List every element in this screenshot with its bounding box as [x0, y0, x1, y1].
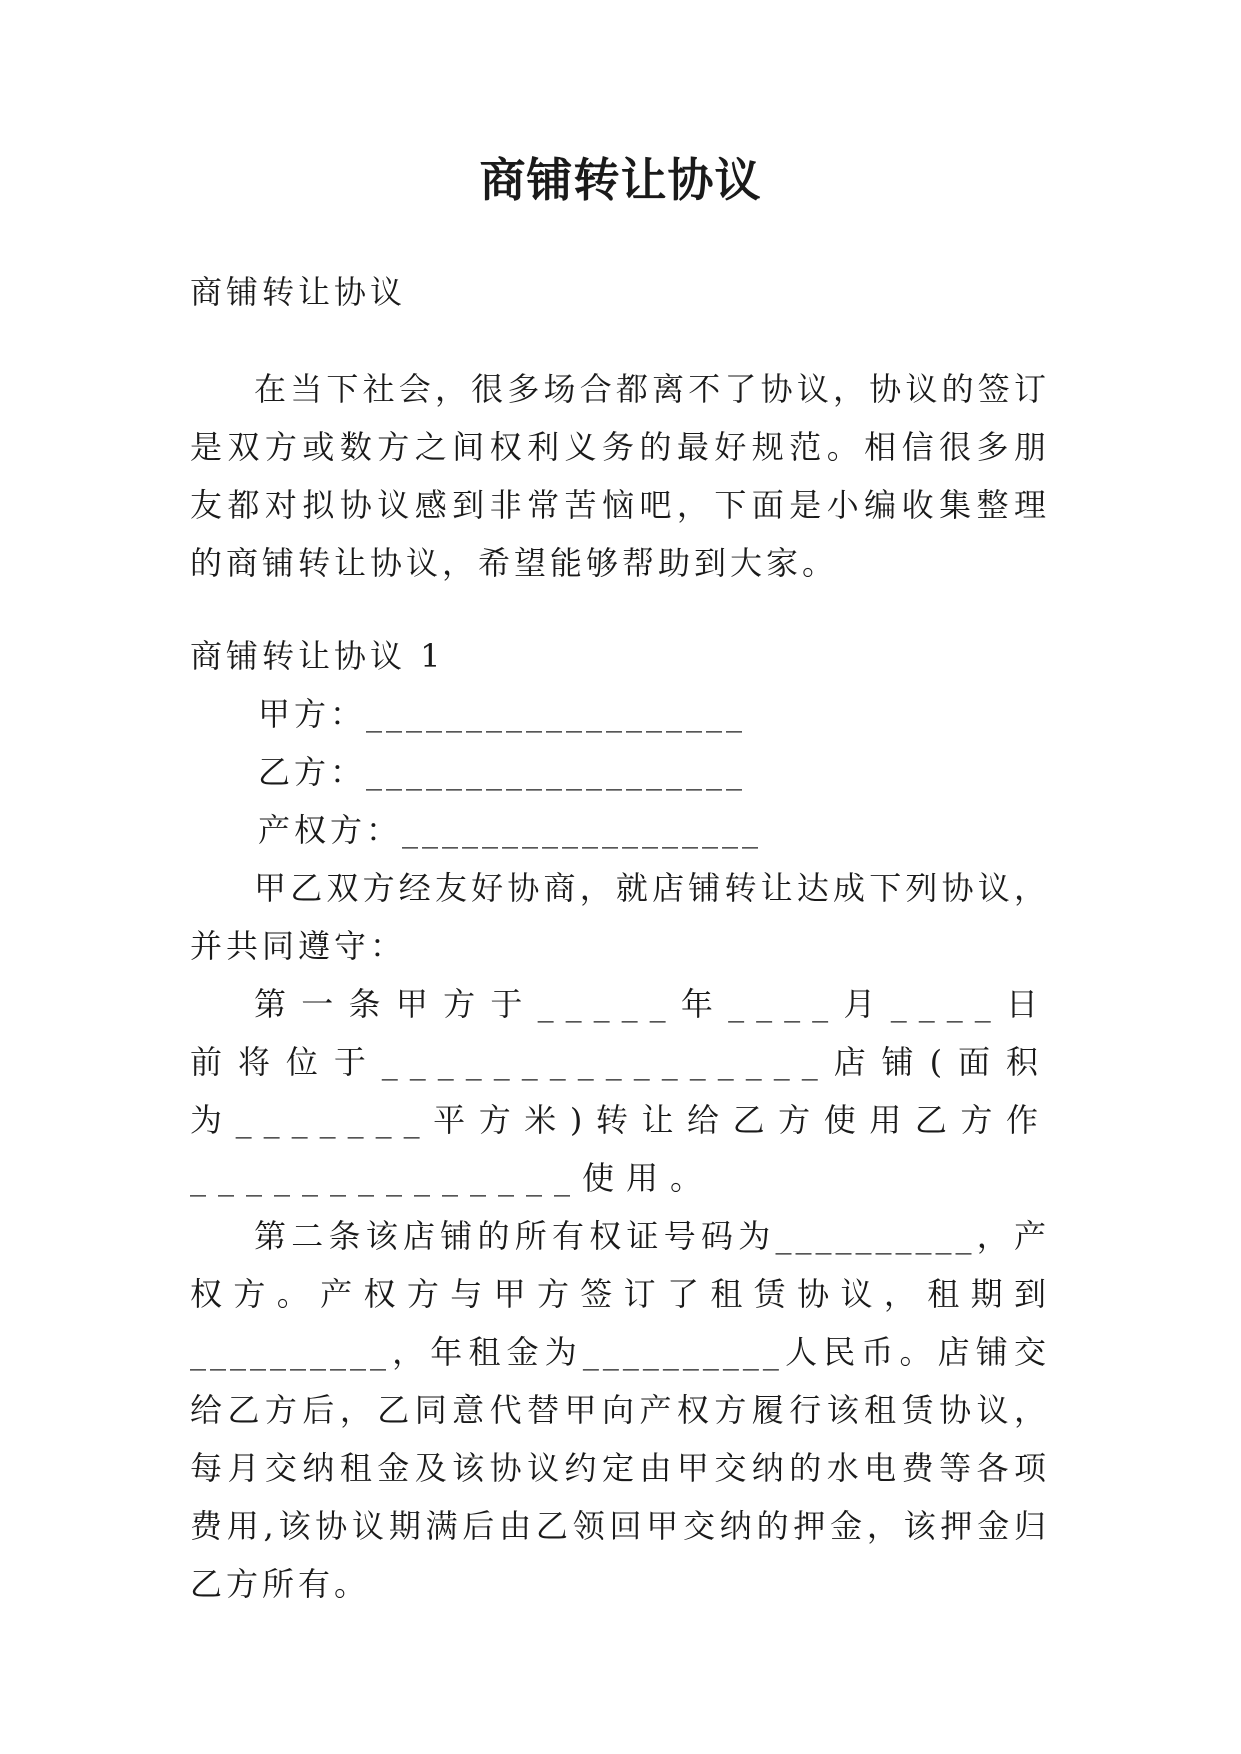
preamble-paragraph: 甲乙双方经友好协商，就店铺转让达成下列协议，并共同遵守： [190, 869, 1050, 965]
article-1-paragraph: 第一条甲方于_____年____月____日前将位于________________店铺(面积为_______平方米)转让给乙方使用乙方作______________使用。 [190, 985, 1050, 1197]
article-2-paragraph: 第二条该店铺的所有权证号码为__________，产权方。产权方与甲方签订了租赁协议，租期到__________，年租金为__________人民币。店铺交给乙方后，乙同意代替甲向产权方履行该租赁协议，每月交纳租金及该协议约定由甲交纳的水电费等各项费用,该协议期满后由乙领回甲交纳的押金，该押金归乙方所有。 [190, 1217, 1050, 1603]
section-1-block [190, 627, 1050, 1613]
document-subtitle: 商铺转让协议 [190, 273, 407, 311]
intro-block [190, 360, 1050, 592]
property-owner-line: 产权方：__________________ [258, 811, 763, 849]
document-subtitle-block [190, 263, 1050, 321]
document-title: 商铺转让协议 [479, 153, 762, 207]
intro-paragraph: 在当下社会，很多场合都离不了协议，协议的签订是双方或数方之间权利义务的最好规范。相信很多朋友都对拟协议感到非常苦恼吧，下面是小编收集整理的商铺转让协议，希望能够帮助到大家。 [190, 370, 1050, 582]
party-b-line: 乙方：___________________ [258, 753, 747, 791]
party-a-line: 甲方：___________________ [258, 695, 747, 733]
section-heading: 商铺转让协议 1 [190, 637, 445, 675]
